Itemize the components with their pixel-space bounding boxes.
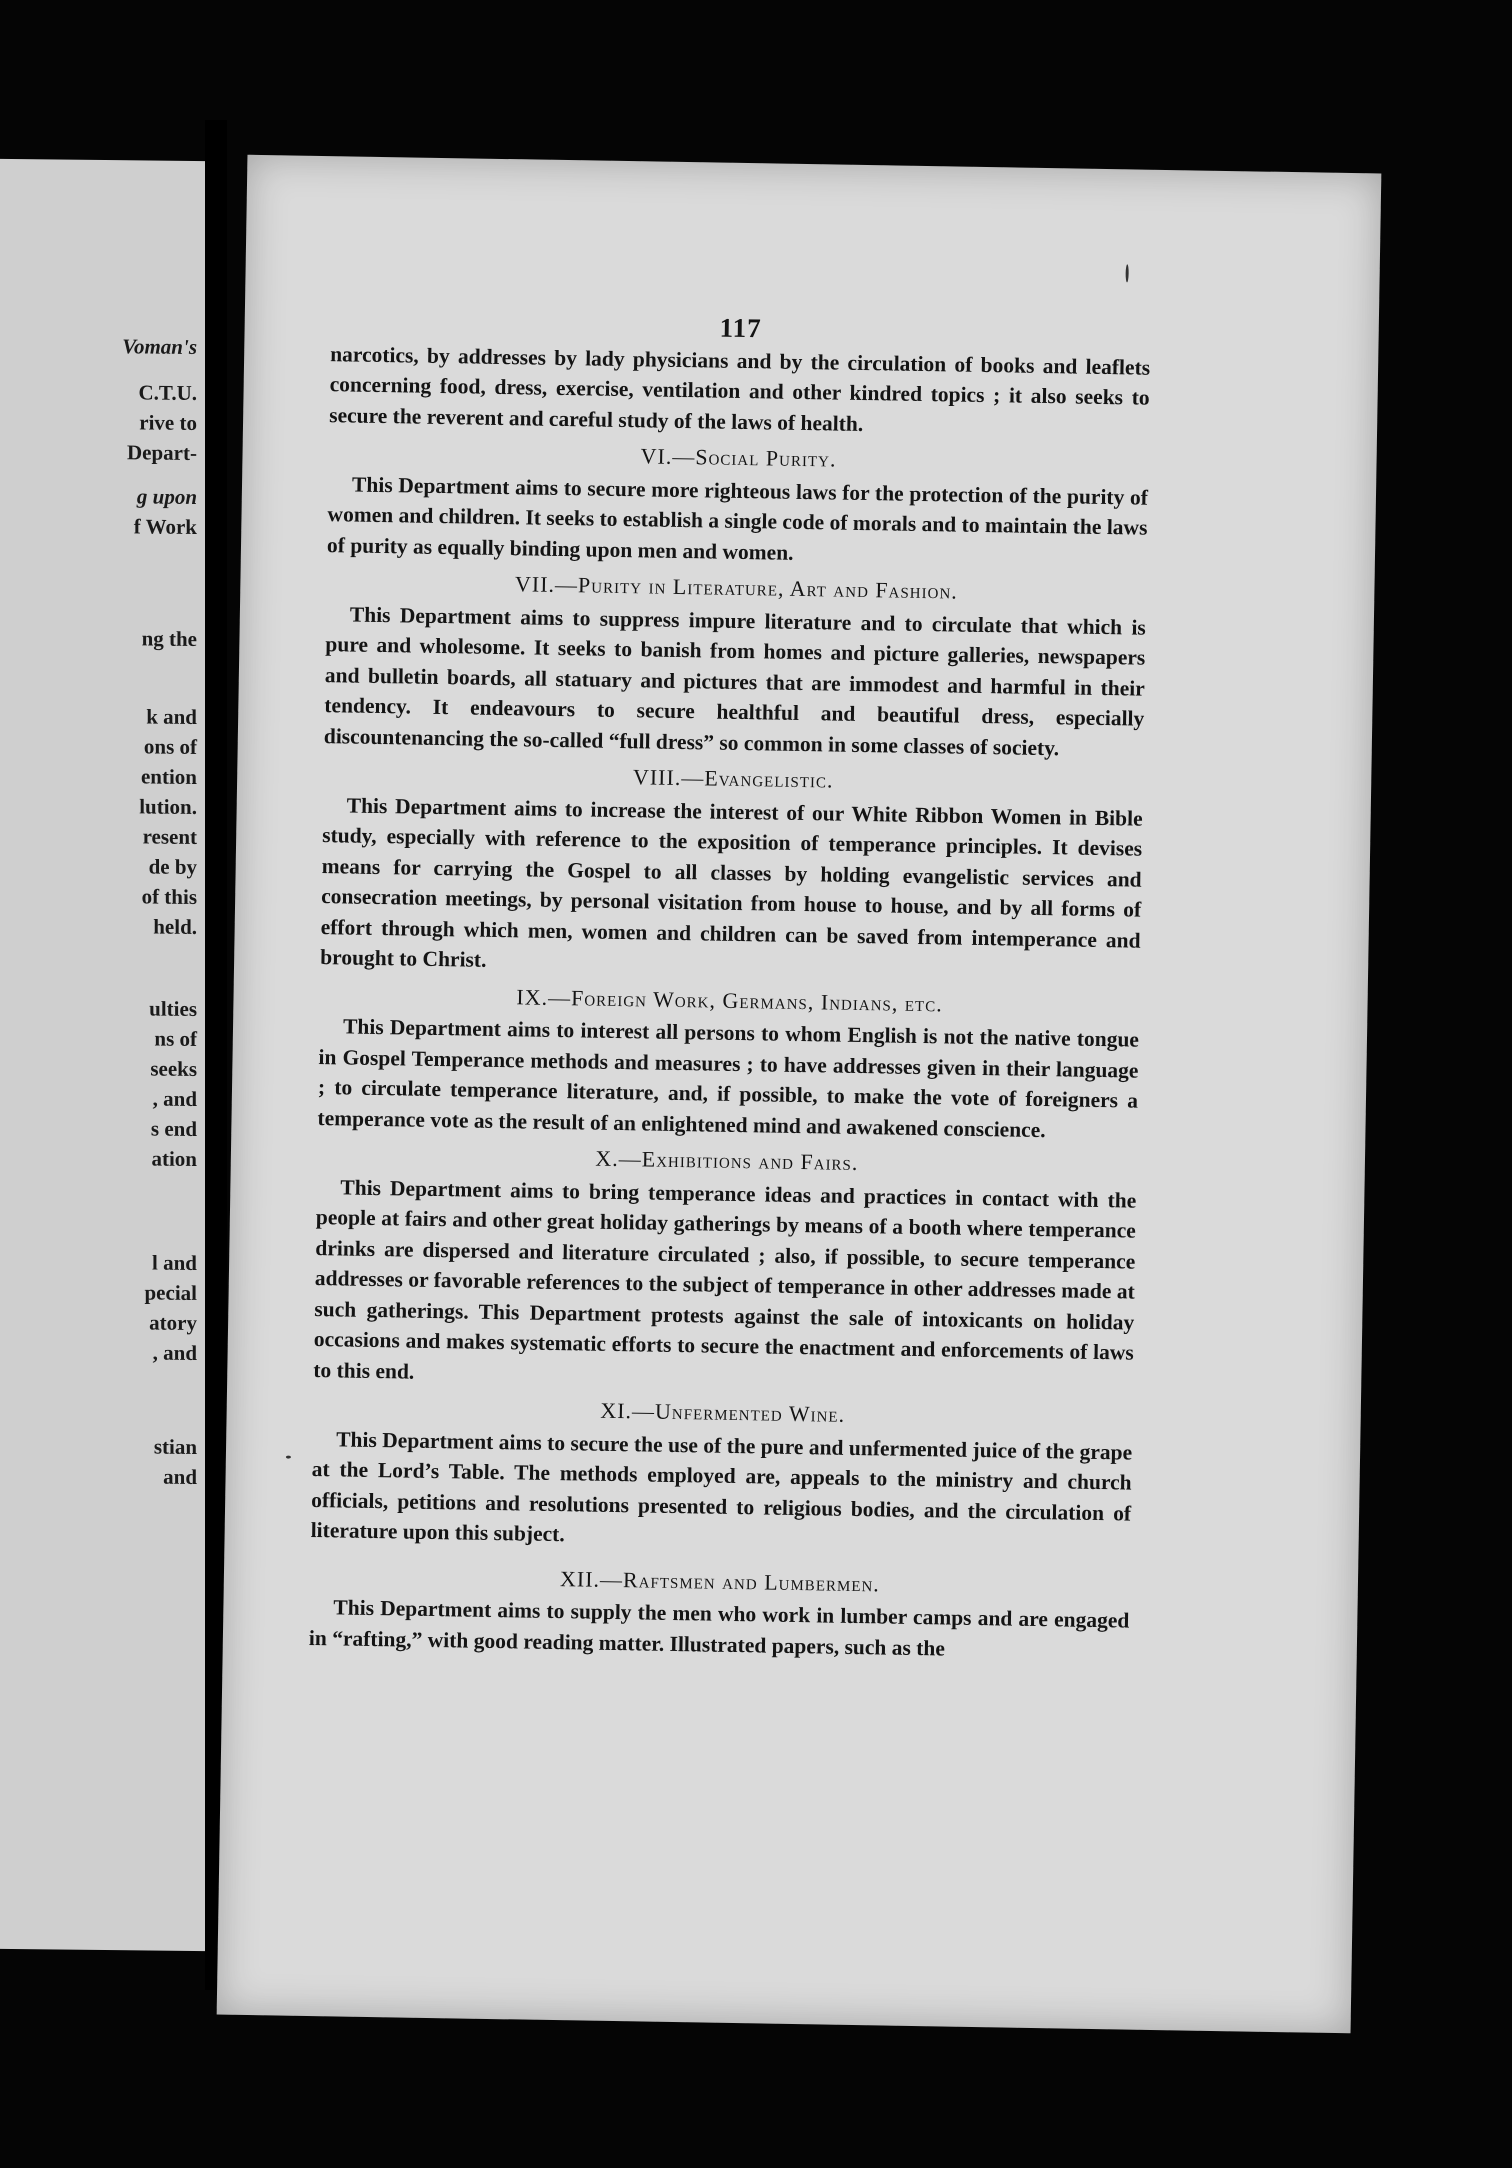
scan-speck — [1126, 264, 1129, 282]
section-paragraph: This Department aims to interest all persons to whom English is not the native tongue in Gospel Temperance methods and measures ; to have addresses given in their language ; to circulate temperance literature, and, if possible, to make the vote of foreigners a temperance vote as the result of an enlightened mind and awakened conscience. — [317, 1014, 1140, 1142]
left-fragment: ng the — [141, 626, 197, 651]
left-fragment: f Work — [133, 514, 197, 539]
section-heading: IX.—Foreign Work, Germans, Indians, etc. — [516, 983, 943, 1016]
left-fragment: k and — [146, 704, 197, 729]
scan-speck — [286, 1456, 291, 1459]
left-fragment: pecial — [144, 1280, 197, 1305]
left-fragment: de by — [148, 854, 197, 879]
intro-paragraph: narcotics, by addresses by lady physicians and by the circulation of books and leaflets concerning food, dress, exercise, ventilation and other kindred topics ; it also seeks to secure the reverent and careful study of the laws of health. — [329, 341, 1151, 436]
book-page — [217, 155, 1382, 2034]
left-fragment: rive to — [139, 410, 197, 435]
section-heading: VII.—Purity in Literature, Art and Fashion. — [514, 571, 959, 604]
section-heading: XII.—Raftsmen and Lumbermen. — [559, 1565, 881, 1596]
left-fragment: ation — [151, 1146, 197, 1171]
page-number: 117 — [719, 312, 762, 344]
left-fragment: ention — [140, 764, 197, 789]
left-fragment: seeks — [150, 1056, 197, 1081]
left-fragment: resent — [142, 824, 197, 849]
section-heading: XI.—Unfermented Wine. — [600, 1397, 846, 1427]
page-text-block — [309, 306, 1151, 1666]
section-heading: X.—Exhibitions and Fairs. — [595, 1145, 859, 1175]
left-fragment: l and — [152, 1250, 197, 1275]
left-fragment: and — [163, 1464, 197, 1489]
left-fragment: held. — [153, 914, 197, 939]
left-fragment: atory — [149, 1310, 197, 1335]
left-fragment: C.T.U. — [138, 380, 197, 405]
left-fragment: , and — [152, 1340, 197, 1365]
section-paragraph: This Department aims to bring temperance ideas and practices in contact with the people at fairs and other great holiday gatherings by means of a booth where temperance drinks are dispersed and literature circulated ; also, if possible, to secure temperance addresses or favorable references to the subject of temperance in other addresses made at such gatherings. This Department protests against the sale of intoxicants on holiday occasions and makes systematic efforts to secure the enactment and enforcements of laws to this end. — [313, 1174, 1137, 1384]
left-fragment: g upon — [136, 484, 197, 509]
left-fragment: ulties — [149, 996, 197, 1021]
section-paragraph: This Department aims to increase the interest of our White Ribbon Women in Bible study, especially with reference to the exposition of temperance principles. It devises means for carrying the Gospel to all classes by holding evangelistic services and consecration meetings, by personal visitation from house to house, and by all forms of effort through which men, women and children can be saved from intemperance and brought to Christ. — [320, 792, 1143, 972]
section-paragraph: This Department aims to suppress impure literature and to circulate that which is pure and wholesome. It seeks to banish from homes and picture galleries, newspapers and bulletin boards, all statuary and pictures that are immodest and harmful in their tendency. It endeavours to secure healthful and beautiful dress, especially discountenancing the so-called “full dress” so common in some classes of society. — [323, 601, 1146, 760]
section-heading: VIII.—Evangelistic. — [632, 764, 834, 793]
section-paragraph: This Department aims to secure more righteous laws for the protection of the purity of women and children. It seeks to establish a single code of morals and to maintain the laws of purity as equally binding upon men and women. — [326, 472, 1149, 565]
left-fragment: of this — [141, 884, 197, 909]
left-fragment: lution. — [139, 794, 197, 819]
section-paragraph: This Department aims to supply the men who work in lumber camps and are engaged in “rafting,” with good reading matter. Illustrated papers, such as the — [308, 1595, 1130, 1660]
left-fragment: , and — [152, 1086, 197, 1111]
left-fragment: Depart- — [127, 440, 197, 465]
left-fragment: s end — [150, 1116, 197, 1141]
left-fragment: Voman's — [122, 334, 197, 359]
section-paragraph: This Department aims to secure the use of the pure and unfermented juice of the grape at the Lord’s Table. The methods employed are, appeals to the ministry and church officials, petitions and resolutions presented to religious bodies, and the circulation of literature upon this subject. — [310, 1426, 1133, 1547]
left-fragment: ons of — [143, 734, 197, 759]
section-heading: VI.—Social Purity. — [640, 443, 837, 472]
previous-page-edge — [0, 159, 205, 1951]
left-fragment: stian — [153, 1434, 197, 1459]
left-fragment: ns of — [154, 1026, 197, 1051]
